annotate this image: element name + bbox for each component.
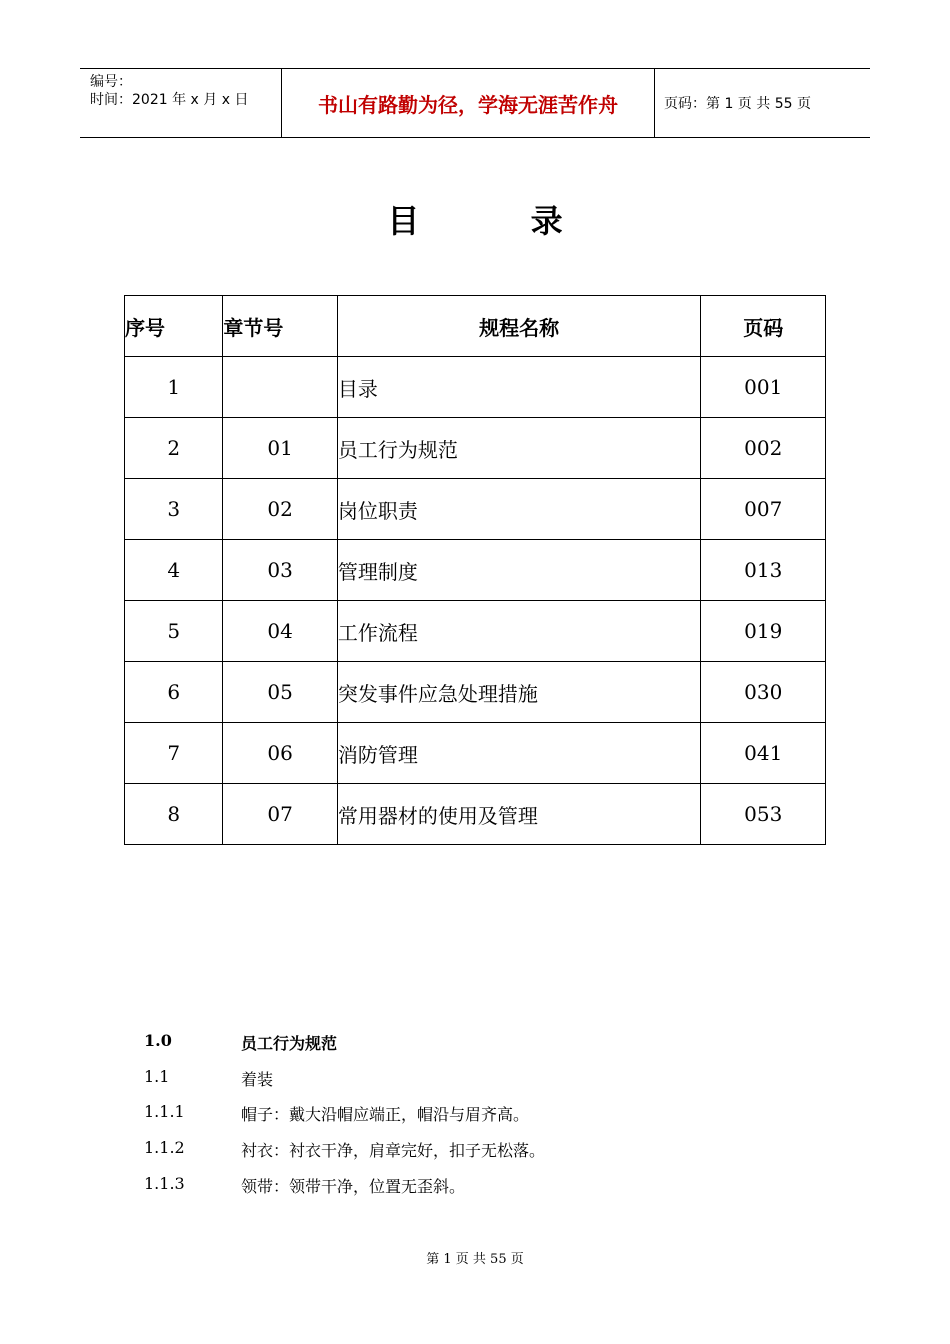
row-seq: 2 — [125, 418, 223, 479]
table-row — [125, 479, 826, 540]
table-row — [125, 357, 826, 418]
row-chapter: 06 — [223, 723, 337, 784]
row-page: 007 — [701, 479, 826, 540]
row-chapter — [223, 357, 337, 418]
document-date-label: 时间：2021 年 x 月 x 日 — [90, 92, 249, 108]
row-chapter: 03 — [223, 540, 337, 601]
row-seq: 7 — [125, 723, 223, 784]
row-seq: 6 — [125, 662, 223, 723]
row-seq: 3 — [125, 479, 223, 540]
page-header — [80, 68, 870, 138]
row-page: 030 — [701, 662, 826, 723]
row-page: 053 — [701, 784, 826, 845]
section-text: 员工行为规范 — [241, 1034, 338, 1053]
row-chapter: 04 — [223, 601, 337, 662]
row-name: 岗位职责 — [337, 479, 701, 540]
row-name: 管理制度 — [337, 540, 701, 601]
row-name: 员工行为规范 — [337, 418, 701, 479]
row-page: 001 — [701, 357, 826, 418]
table-row — [125, 662, 826, 723]
toc-table — [124, 295, 826, 845]
header-page-info: 页码：第 1 页 共 55 页 — [664, 96, 811, 112]
col-header-page: 页码 — [701, 296, 826, 357]
section-number: 1.1.2 — [144, 1138, 185, 1157]
row-name: 目录 — [337, 357, 701, 418]
row-chapter: 02 — [223, 479, 337, 540]
col-header-chapter: 章节号 — [223, 296, 337, 357]
section-number: 1.1.3 — [144, 1174, 185, 1193]
table-row — [125, 784, 826, 845]
row-page: 013 — [701, 540, 826, 601]
row-chapter: 01 — [223, 418, 337, 479]
table-row — [125, 601, 826, 662]
row-page: 002 — [701, 418, 826, 479]
table-row — [125, 540, 826, 601]
section-number: 1.1.1 — [144, 1102, 185, 1121]
page-footer: 第 1 页 共 55 页 — [426, 1252, 524, 1267]
row-name: 突发事件应急处理措施 — [337, 662, 701, 723]
section-number: 1.1 — [144, 1067, 170, 1086]
table-row — [125, 418, 826, 479]
row-seq: 1 — [125, 357, 223, 418]
row-seq: 8 — [125, 784, 223, 845]
row-name: 常用器材的使用及管理 — [337, 784, 701, 845]
section-text: 着装 — [241, 1070, 274, 1089]
page-title: 目 录 — [387, 202, 613, 240]
row-chapter: 05 — [223, 662, 337, 723]
row-page: 041 — [701, 723, 826, 784]
toc-header-row — [125, 296, 826, 357]
row-seq: 4 — [125, 540, 223, 601]
section-text: 领带：领带干净，位置无歪斜。 — [241, 1177, 466, 1196]
section-text: 帽子：戴大沿帽应端正，帽沿与眉齐高。 — [241, 1105, 530, 1124]
row-name: 消防管理 — [337, 723, 701, 784]
section-text: 衬衣：衬衣干净，肩章完好，扣子无松落。 — [241, 1141, 546, 1160]
col-header-name: 规程名称 — [337, 296, 701, 357]
row-page: 019 — [701, 601, 826, 662]
header-divider — [654, 69, 655, 137]
table-row — [125, 723, 826, 784]
row-seq: 5 — [125, 601, 223, 662]
header-meta — [90, 73, 280, 109]
row-name: 工作流程 — [337, 601, 701, 662]
row-chapter: 07 — [223, 784, 337, 845]
col-header-seq: 序号 — [125, 296, 223, 357]
document-number-label: 编号： — [90, 74, 132, 90]
header-motto: 书山有路勤为径，学海无涯苦作舟 — [318, 92, 618, 117]
section-number: 1.0 — [144, 1031, 172, 1050]
